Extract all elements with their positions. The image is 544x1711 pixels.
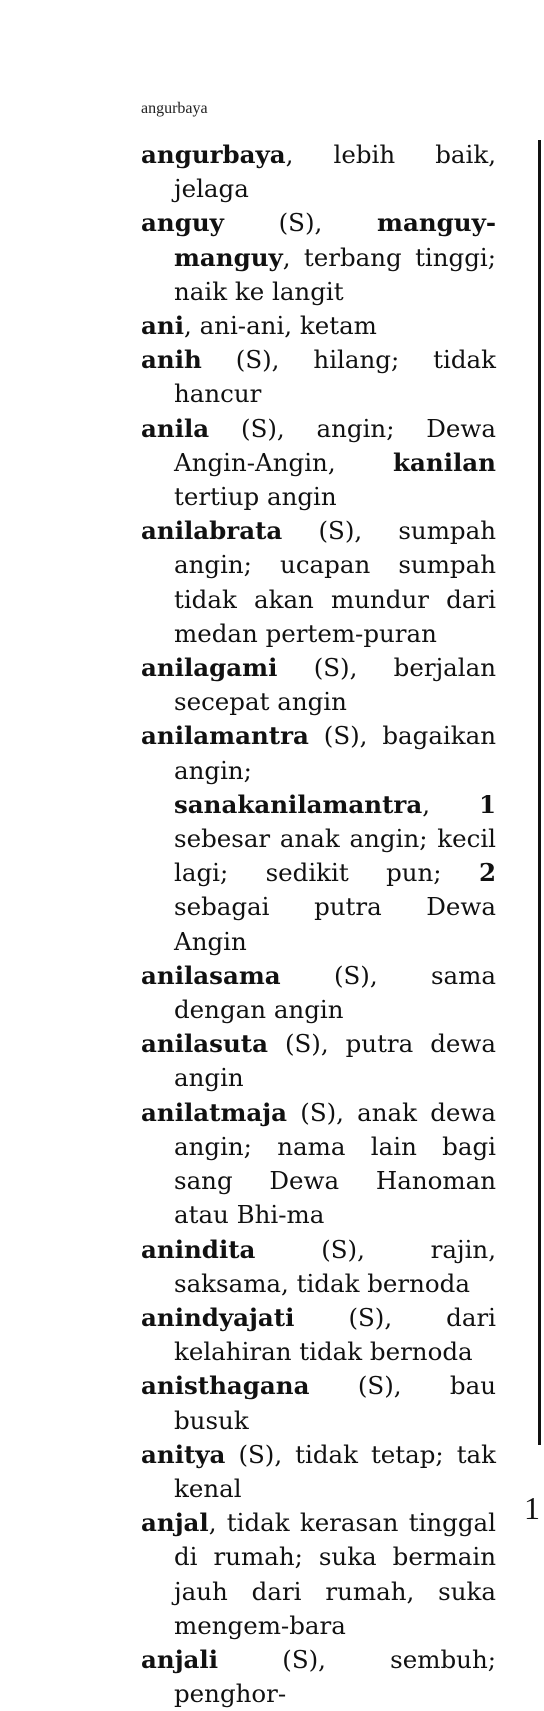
headword: anindyajati bbox=[141, 1302, 295, 1332]
dictionary-entry bbox=[141, 412, 496, 515]
definition: , terbang tinggi; naik ke langit bbox=[174, 242, 496, 306]
headword: anilagami bbox=[141, 653, 278, 683]
headword: ani bbox=[141, 311, 184, 341]
definition: (S), angin; Dewa Angin-Angin, bbox=[174, 413, 496, 477]
definition: (S), tidak tetap; tak kenal bbox=[174, 1439, 496, 1503]
definition: (S), berjalan secepat angin bbox=[174, 653, 496, 717]
dictionary-entry bbox=[141, 959, 496, 1027]
headword: anguy bbox=[141, 208, 224, 238]
definition: tertiup angin bbox=[174, 482, 337, 512]
headword: anilasama bbox=[141, 960, 281, 990]
definition: (S), bagaikan angin; bbox=[174, 721, 496, 785]
headword: anisthagana bbox=[141, 1371, 310, 1401]
dictionary-entry bbox=[141, 309, 496, 343]
dictionary-entry bbox=[141, 1506, 496, 1643]
dictionary-entry bbox=[141, 1233, 496, 1301]
sub-headword: sanakanilamantra bbox=[174, 789, 423, 819]
definition: sebesar anak angin; kecil lagi; sedikit pun; bbox=[174, 824, 496, 888]
dictionary-entry bbox=[141, 514, 496, 651]
definition: , tidak kerasan tinggal di rumah; suka bermain jauh dari rumah, suka mengem-bara bbox=[174, 1508, 496, 1640]
dictionary-entry bbox=[141, 343, 496, 411]
dictionary-entry bbox=[141, 719, 496, 958]
definition: (S), sembuh; penghor- bbox=[174, 1644, 496, 1709]
definition: (S), bau busuk bbox=[174, 1371, 496, 1435]
dictionary-entry bbox=[141, 651, 496, 719]
dictionary-entry bbox=[141, 206, 496, 309]
definition: (S), sumpah angin; ucapan sumpah tidak akan mundur dari medan pertem-puran bbox=[174, 516, 496, 648]
sense-number: 1 bbox=[478, 789, 496, 819]
sense-number: 2 bbox=[478, 858, 496, 888]
headword: anilasuta bbox=[141, 1029, 268, 1059]
dictionary-entry bbox=[141, 138, 496, 206]
definition: (S), bbox=[223, 208, 378, 238]
headword: anjal bbox=[141, 1508, 209, 1538]
definition: , lebih baik, jelaga bbox=[174, 140, 496, 204]
dictionary-entry bbox=[141, 1027, 496, 1095]
definition: (S), anak dewa angin; nama lain bagi sang Dewa Hanoman atau Bhi-ma bbox=[174, 1097, 496, 1230]
dictionary-entry bbox=[141, 1643, 496, 1711]
page-number: 1 bbox=[524, 1490, 540, 1526]
definition: (S), hilang; tidak hancur bbox=[174, 345, 496, 409]
dictionary-entry bbox=[141, 1438, 496, 1506]
dictionary-entry bbox=[141, 1096, 496, 1233]
headword: anilamantra bbox=[141, 721, 309, 751]
definition: sebagai putra Dewa Angin bbox=[174, 892, 496, 956]
headword: anjali bbox=[141, 1644, 219, 1674]
sub-headword: kanilan bbox=[393, 447, 496, 477]
headword: anindita bbox=[141, 1234, 256, 1264]
definition: , bbox=[422, 789, 479, 819]
headword: anih bbox=[141, 345, 202, 375]
headword: anila bbox=[141, 413, 210, 443]
dictionary-entry bbox=[141, 1369, 496, 1437]
definition: (S), rajin, saksama, tidak bernoda bbox=[174, 1234, 496, 1298]
headword: anilabrata bbox=[141, 516, 283, 546]
headword: anitya bbox=[141, 1439, 226, 1469]
definition: (S), sama dengan angin bbox=[174, 960, 496, 1025]
definition: (S), dari kelahiran tidak bernoda bbox=[174, 1302, 496, 1367]
headword: anilatmaja bbox=[141, 1097, 288, 1127]
dictionary-column bbox=[141, 138, 496, 1711]
running-head: angurbaya bbox=[141, 100, 208, 117]
definition: (S), putra dewa angin bbox=[174, 1029, 496, 1093]
column-rule bbox=[538, 140, 541, 1445]
sub-headword: manguy-manguy bbox=[174, 208, 496, 272]
dictionary-entry bbox=[141, 1301, 496, 1369]
definition: , ani-ani, ketam bbox=[184, 311, 377, 341]
headword: angurbaya bbox=[141, 140, 286, 169]
